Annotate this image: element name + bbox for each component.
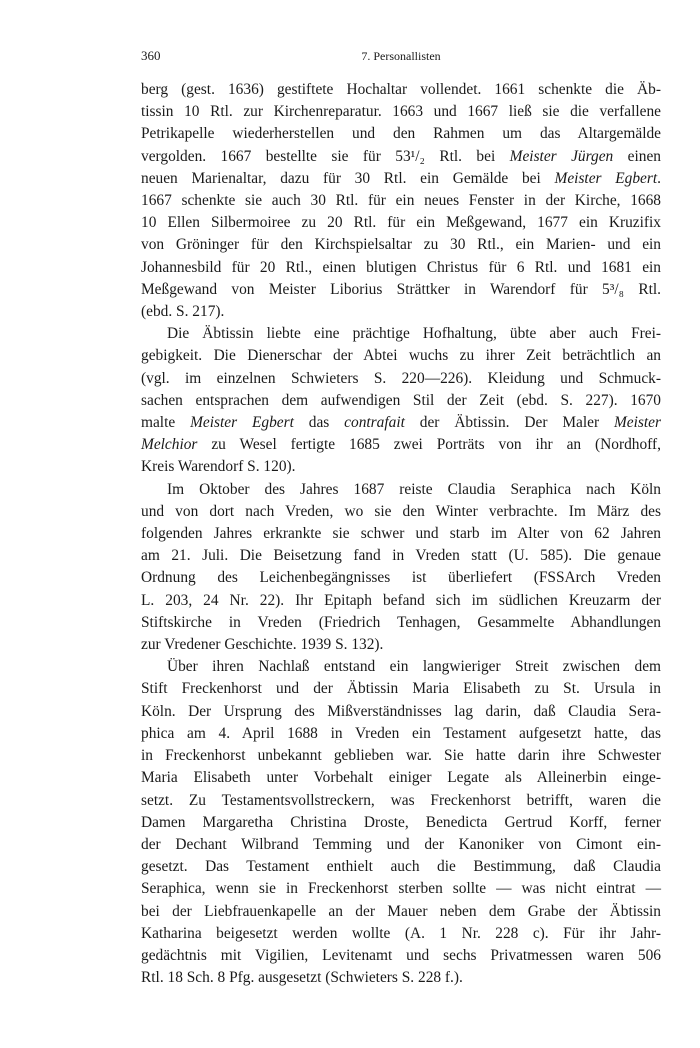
text-line: von Gröninger für den Kirchspielsaltar zu 30 Rtl., ein Marien- und ein — [141, 236, 661, 254]
text-line: Meßgewand von Meister Liborius Strättker in Warendorf für 5³/₈ Rtl. — [141, 280, 661, 298]
text-line: Johannesbild für 20 Rtl., einen blutigen Christus für 6 Rtl. und 1681 ein — [141, 258, 661, 276]
text-line: Die Äbtissin liebte eine prächtige Hofhaltung, übte aber auch Frei- — [167, 325, 661, 343]
text-line: setzt. Zu Testamentsvollstreckern, was Freckenhorst betrifft, waren die — [141, 791, 661, 809]
text-line: sachen entsprachen dem aufwendigen Stil der Zeit (ebd. S. 227). 1670 — [141, 391, 661, 409]
paragraph-3 — [141, 479, 661, 657]
text-line: tissin 10 Rtl. zur Kirchenreparatur. 1663 und 1667 ließ sie die verfallene — [141, 103, 661, 121]
text-line: neuen Marienaltar, dazu für 30 Rtl. ein Gemälde bei Meister Egbert. — [141, 169, 662, 187]
text-line: berg (gest. 1636) gestiftete Hochaltar vollendet. 1661 schenkte die Äb- — [141, 81, 661, 98]
text-line: phica am 4. April 1688 in Vreden ein Testament aufgesetzt hatte, das — [141, 724, 661, 742]
text-line: Kreis Warendorf S. 120). — [141, 458, 296, 476]
page — [141, 46, 661, 989]
text-line: malte Meister Egbert das contrafait der Äbtissin. Der Maler Meister — [141, 414, 661, 432]
text-line: 1667 schenkte sie auch 30 Rtl. für ein neues Fenster in der Kirche, 1668 — [141, 192, 661, 210]
text-line: (vgl. im einzelnen Schwieters S. 220—226). Kleidung und Schmuck- — [141, 369, 661, 387]
text-line: der Dechant Wilbrand Temming und der Kanoniker von Cimont ein- — [141, 835, 661, 853]
text-line: in Freckenhorst unbekannt geblieben war. Sie hatte darin ihre Schwester — [141, 747, 661, 765]
text-line: 10 Ellen Silbermoiree zu 20 Rtl. für ein Meßgewand, 1677 ein Kruzifix — [141, 214, 661, 232]
text-line: Seraphica, wenn sie in Freckenhorst sterben sollte — was nicht eintrat — — [141, 880, 661, 898]
text-line: Über ihren Nachlaß entstand ein langwieriger Streit zwischen dem — [167, 658, 661, 676]
text-line: Damen Margaretha Christina Droste, Benedicta Gertrud Korff, ferner — [141, 813, 661, 831]
text-line: Stiftskirche in Vreden (Friedrich Tenhagen, Gesammelte Abhandlungen — [141, 613, 661, 631]
text-line: und von dort nach Vreden, wo sie den Winter verbrachte. Im März des — [141, 502, 661, 520]
text-line: gedächtnis mit Vigilien, Levitenamt und sechs Privatmessen waren 506 — [141, 946, 661, 964]
text-line: am 21. Juli. Die Beisetzung fand in Vreden statt (U. 585). Die genaue — [141, 547, 661, 565]
text-line: vergolden. 1667 bestellte sie für 53¹/₂ Rtl. bei Meister Jürgen einen — [141, 147, 661, 165]
text-line: Rtl. 18 Sch. 8 Pfg. ausgesetzt (Schwieters S. 228 f.). — [141, 969, 463, 987]
text-line: L. 203, 24 Nr. 22). Ihr Epitaph befand sich im südlichen Kreuzarm der — [141, 591, 661, 609]
body-text — [141, 79, 661, 989]
text-line: bei der Liebfrauenkapelle an der Mauer neben dem Grabe der Äbtissin — [141, 902, 661, 920]
text-line: Köln. Der Ursprung des Mißverständnisses lag darin, daß Claudia Sera- — [141, 702, 661, 720]
text-line: Im Oktober des Jahres 1687 reiste Claudia Seraphica nach Köln — [167, 480, 661, 498]
text-line: Stift Freckenhorst und der Äbtissin Maria Elisabeth zu St. Ursula in — [141, 680, 661, 698]
page-number: 360 — [141, 48, 161, 63]
text-line: zur Vredener Geschichte. 1939 S. 132). — [141, 636, 384, 654]
text-line: Maria Elisabeth unter Vorbehalt einiger Legate als Alleinerbin einge- — [141, 769, 661, 787]
text-line: gesetzt. Das Testament enthielt auch die Bestimmung, daß Claudia — [141, 858, 661, 876]
text-line: folgenden Jahres erkrankte sie schwer und starb im Alter von 62 Jahren — [141, 525, 661, 543]
paragraph-1 — [141, 79, 661, 323]
paragraph-2 — [141, 323, 661, 478]
text-line: (ebd. S. 217). — [141, 303, 225, 321]
running-title: 7. Personallisten — [361, 49, 441, 63]
text-line: gebigkeit. Die Dienerschar der Abtei wuchs zu ihrer Zeit beträchtlich an — [141, 347, 661, 365]
text-line: Melchior zu Wesel fertigte 1685 zwei Porträts von ihr an (Nordhoff, — [141, 436, 661, 454]
paragraph-4 — [141, 656, 661, 989]
text-line: Ordnung des Leichenbegängnisses ist überliefert (FSSArch Vreden — [141, 569, 661, 587]
running-head — [141, 46, 661, 66]
text-line: Katharina beigesetzt werden wollte (A. 1 Nr. 228 c). Für ihr Jahr- — [141, 924, 661, 942]
text-line: Petrikapelle wiederherstellen und den Rahmen um das Altargemälde — [141, 125, 661, 143]
